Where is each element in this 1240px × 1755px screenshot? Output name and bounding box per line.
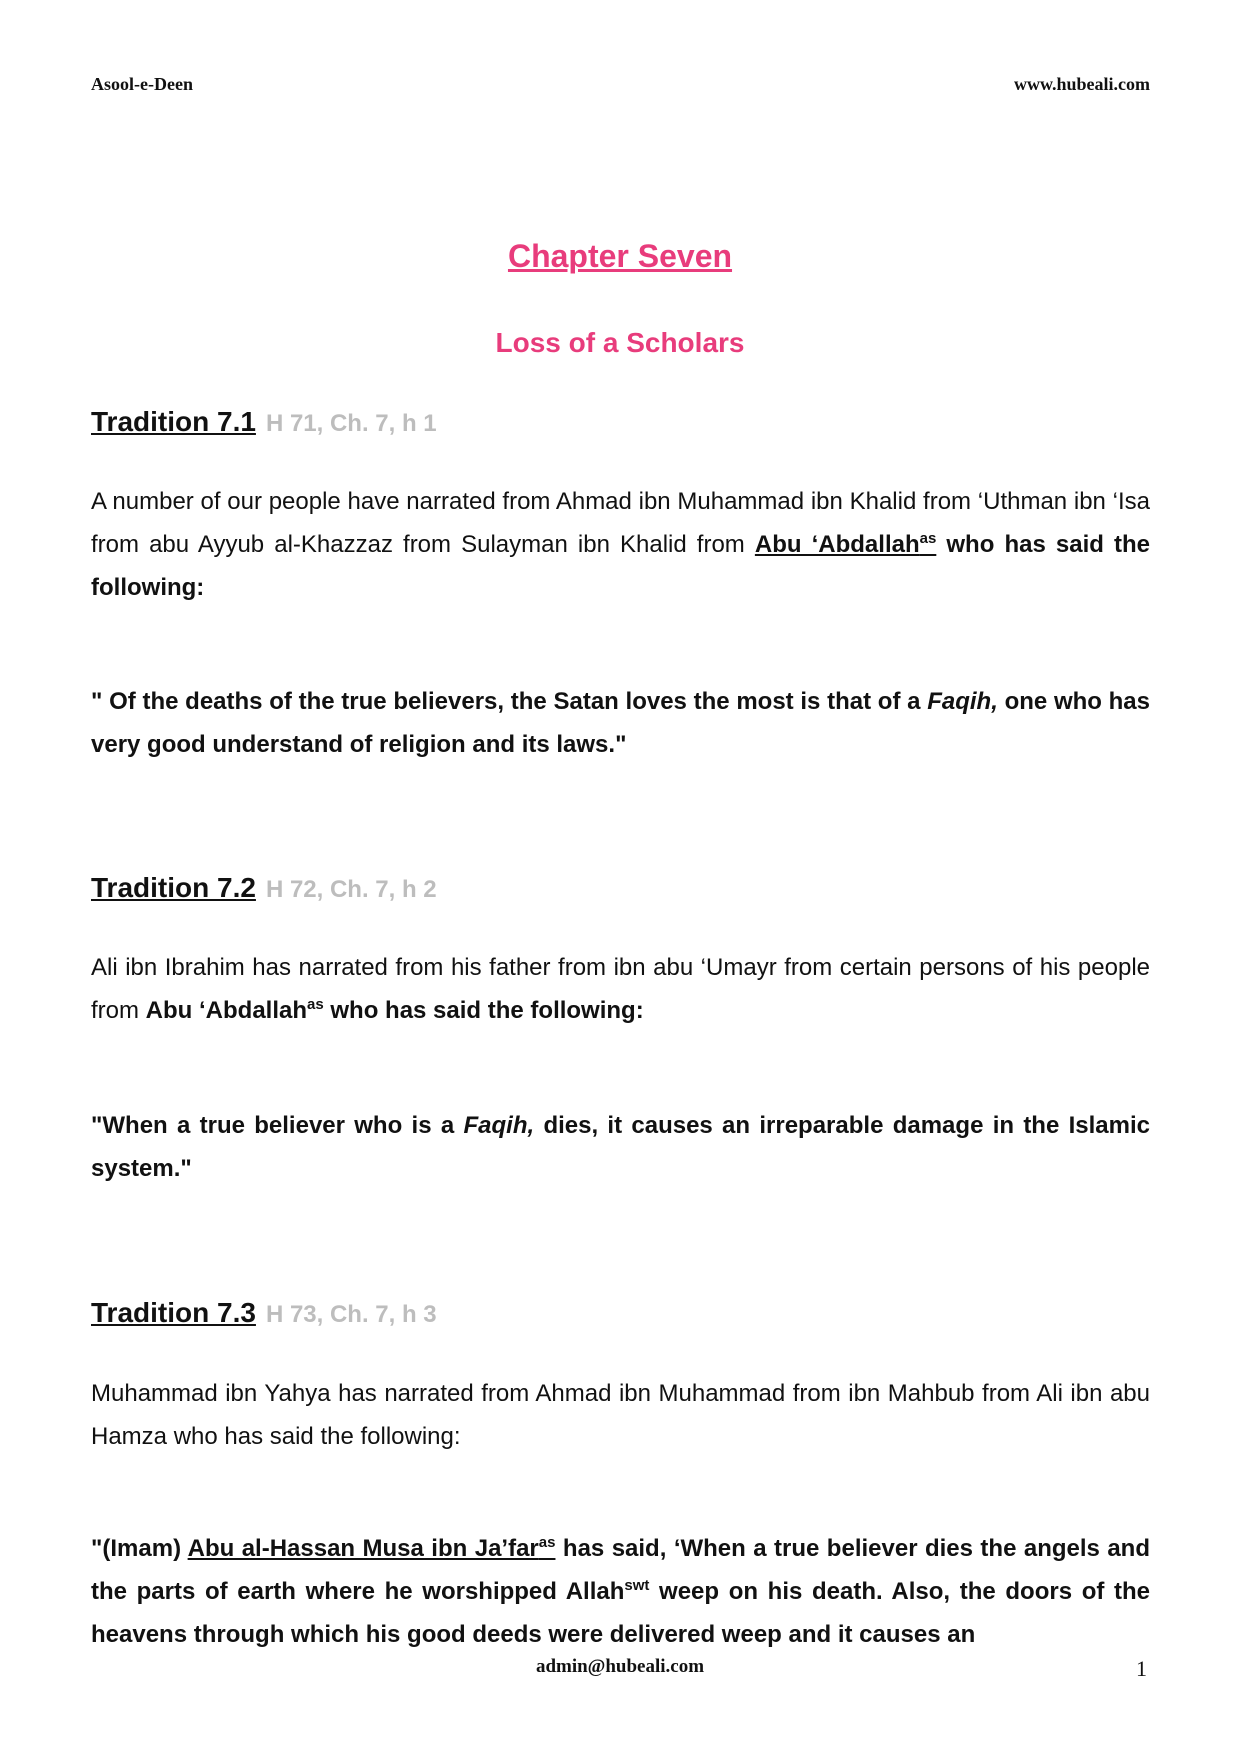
hadith-quote: "(Imam) Abu al-Hassan Musa ibn Ja’far$^{as}$ has said, ‘When a true believer dies the angels and the parts of earth where he worshipped Allah$^{swt}$ weep on his death. Also, the doors of the heavens through which his good deeds were delivered weep and it causes an: [91, 1534, 1151, 1648]
hadith-quote: "When a true believer who is a Faqih, dies, it causes an irreparable damage in the Islamic system.": [91, 1112, 1150, 1182]
isnad-paragraph: Muhammad ibn Yahya has narrated from Ahmad ibn Muhammad from ibn Mahbub from Ali ibn abu Hamza who has said the following:: [91, 1380, 1150, 1450]
header-title: Asool-e-Deen: [91, 74, 193, 94]
page-number: 1: [1136, 1656, 1147, 1681]
isnad-paragraph: Ali ibn Ibrahim has narrated from his father from ibn abu ‘Umayr from certain persons of his people from Abu ‘Abdallah$^{as}$ who has said the following:: [91, 954, 1150, 1024]
header-website: www.hubeali.com: [1013, 74, 1150, 94]
footer-email: admin@hubeali.com: [535, 1656, 705, 1677]
tradition-heading: [91, 406, 437, 438]
narrator-name: Abu ‘Abdallah$^{as}$: [754, 530, 937, 558]
tradition-ref: H 72, Ch. 7, h 2: [265, 876, 437, 903]
chapter-title: Chapter Seven: [507, 238, 733, 274]
isnad-paragraph: A number of our people have narrated from Ahmad ibn Muhammad ibn Khalid from ‘Uthman ibn ‘Isa from abu Ayyub al-Khazzaz from Sulayman ibn Khalid from Abu ‘Abdallah$^{as}$ who has said the following:: [91, 488, 1150, 601]
tradition-title: Tradition 7.2: [91, 872, 256, 903]
tradition-title: Tradition 7.1: [91, 406, 256, 437]
narrator-name: Abu al-Hassan Musa ibn Ja’far$^{as}$: [187, 1534, 556, 1562]
tradition-ref: H 71, Ch. 7, h 1: [265, 410, 437, 437]
tradition-heading: [91, 872, 437, 904]
tradition-ref: H 73, Ch. 7, h 3: [265, 1301, 437, 1328]
narrator-name: Abu ‘Abdallah$^{as}$: [145, 996, 324, 1024]
hadith-quote: " Of the deaths of the true believers, the Satan loves the most is that of a Faqih, one who has very good understand of religion and its laws.": [91, 688, 1151, 758]
chapter-subtitle: Loss of a Scholars: [495, 327, 745, 358]
tradition-heading: [91, 1297, 437, 1329]
tradition-title: Tradition 7.3: [91, 1297, 256, 1328]
